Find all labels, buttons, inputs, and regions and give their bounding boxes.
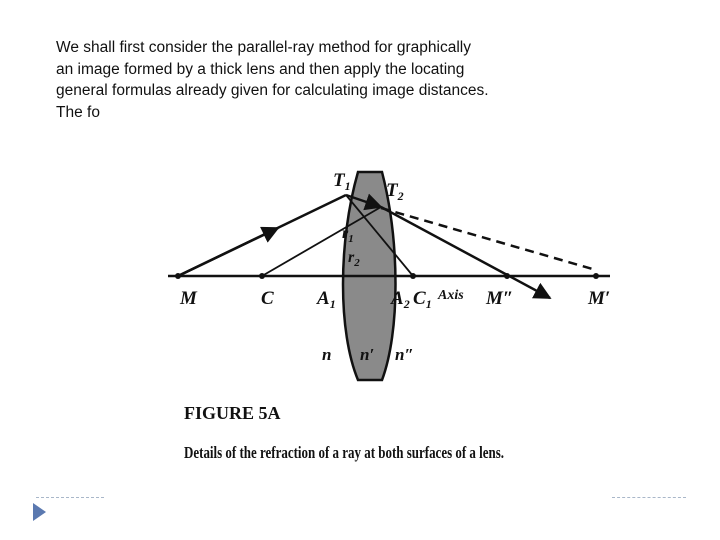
label-t2: $T_2$ [386, 180, 404, 203]
separator-right [612, 497, 686, 498]
label-m-prime: M′ [588, 288, 611, 309]
label-axis: Axis [438, 288, 464, 303]
figure-title: FIGURE 5A [184, 403, 281, 423]
lens-diagram [110, 112, 615, 497]
body-text [56, 37, 616, 123]
figure-caption: Details of the refraction of a ray at both surfaces of a lens. [184, 443, 504, 462]
dashed-ray [381, 208, 596, 270]
emergent-ray [381, 207, 550, 298]
label-n-double-prime: n″ [395, 345, 414, 364]
separator-left [36, 497, 104, 498]
label-m: M [180, 288, 197, 309]
label-a1: $A_1$ [317, 288, 336, 311]
text-line-4: The fo [56, 103, 100, 121]
label-t1: $T_1$ [333, 170, 351, 193]
text-line-3: general formulas already given for calculating image distances. [56, 82, 489, 99]
label-c1: $C_1$ [413, 288, 432, 311]
label-a2: $A_2$ [391, 288, 410, 311]
text-line-2: an image formed by a thick lens and then apply the locating [56, 60, 465, 78]
label-n-prime: n′ [360, 345, 375, 364]
label-c: C [261, 288, 274, 309]
label-r2: $r_2$ [348, 249, 360, 269]
next-slide-arrow-icon[interactable] [33, 503, 46, 521]
text-line-1: We shall first consider the parallel-ray method for graphically [56, 39, 471, 56]
label-n: n [322, 345, 332, 364]
label-m-double-prime: M″ [486, 288, 514, 309]
figure-5a [110, 112, 615, 497]
label-r1: $r_1$ [342, 225, 354, 245]
